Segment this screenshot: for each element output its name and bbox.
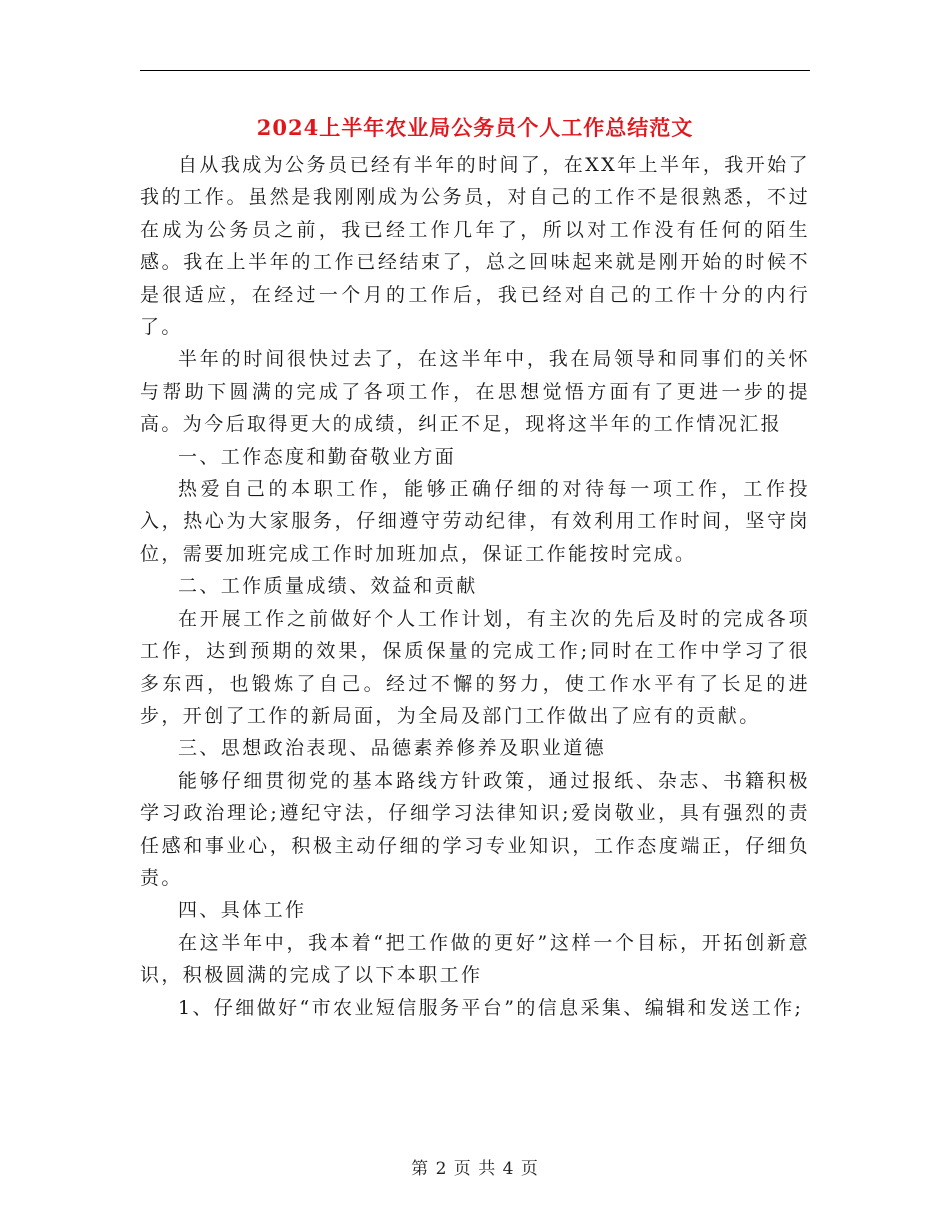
document-body [140, 149, 810, 1024]
paragraph-section-4: 在这半年中，我本着“把工作做的更好”这样一个目标，开拓创新意识，积极圆满的完成了以下本职工作 [140, 931, 810, 987]
section-heading-1: 一、工作态度和勤奋敬业方面 [178, 445, 457, 468]
document-title: 2024上半年农业局公务员个人工作总结范文 [256, 115, 694, 140]
paragraph-overview: 半年的时间很快过去了，在这半年中，我在局领导和同事们的关怀与帮助下圆满的完成了各项工作，在思想觉悟方面有了更进一步的提高。为今后取得更大的成绩，纠正不足，现将这半年的工作情况汇报 [140, 348, 810, 436]
paragraph-intro: 自从我成为公务员已经有半年的时间了，在XX年上半年，我开始了我的工作。虽然是我刚刚成为公务员，对自己的工作不是很熟悉，不过在成为公务员之前，我已经工作几年了，所以对工作没有任何的陌生感。我在上半年的工作已经结束了，总之回味起来就是刚开始的时候不是很适应，在经过一个月的工作后，我已经对自己的工作十分的内行了。 [140, 154, 810, 339]
section-heading-3: 三、思想政治表现、品德素养修养及职业道德 [178, 737, 607, 760]
section-heading-2: 二、工作质量成绩、效益和贡献 [178, 575, 478, 598]
paragraph-section-1: 热爱自己的本职工作，能够正确仔细的对待每一项工作，工作投入，热心为大家服务，仔细遵守劳动纪律，有效利用工作时间，坚守岗位，需要加班完成工作时加班加点，保证工作能按时完成。 [140, 478, 810, 565]
section-heading-4: 四、具体工作 [178, 899, 307, 922]
paragraph-section-2: 在开展工作之前做好个人工作计划，有主次的先后及时的完成各项工作，达到预期的效果，保质保量的完成工作;同时在工作中学习了很多东西，也锻炼了自己。经过不懈的努力，使工作水平有了长足的进步，开创了工作的新局面，为全局及部门工作做出了应有的贡献。 [140, 607, 810, 727]
paragraph-section-3: 能够仔细贯彻党的基本路线方针政策，通过报纸、杂志、书籍积极学习政治理论;遵纪守法，仔细学习法律知识;爱岗敬业，具有强烈的责任感和事业心，积极主动仔细的学习专业知识，工作态度端正，仔细负责。 [140, 769, 810, 889]
page-number: 第 2 页 共 4 页 [411, 1159, 539, 1179]
header-rule [140, 70, 810, 71]
list-item-1: 1、仔细做好“市农业短信服务平台”的信息采集、编辑和发送工作; [178, 996, 804, 1019]
